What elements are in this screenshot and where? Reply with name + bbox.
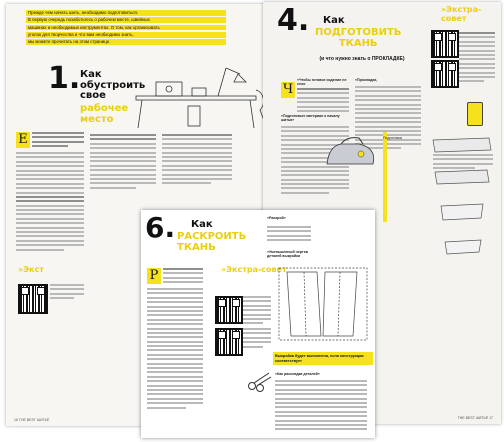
title-line: место [80, 113, 114, 125]
title-line: обустроить [80, 79, 146, 91]
section-title: Как [191, 219, 213, 230]
text-column [459, 32, 495, 85]
raskroi-heading: »Раскрой» [267, 216, 286, 220]
intro-line: уголок для творчества и что вам необходимо знать, [26, 32, 226, 38]
bullet-heading: «Прокладки, [355, 78, 378, 82]
page-footer: 16 THE BEST ШИТЬЁ [14, 418, 50, 422]
title-line: ТКАНЬ [338, 37, 378, 49]
qr-code [18, 284, 48, 314]
page-footer: THE BEST ШИТЬЁ 17 [457, 416, 493, 420]
text-column [163, 268, 203, 286]
section-title-highlight [315, 28, 401, 49]
section-title: Как [323, 15, 345, 26]
text-column [433, 154, 493, 172]
intro-line: мы можете прочитать на этом странице. [26, 39, 226, 45]
intro-line: Прежде чем начать шить, необходимо подготовиться. [26, 10, 226, 16]
nesting-heading: »Уменьшенный чертеж деталей выкройки [267, 250, 309, 259]
title-line: ПОДГОТОВИТЬ [315, 27, 402, 38]
text-column [90, 134, 156, 191]
text-column [243, 328, 271, 350]
section-number: 4. [277, 3, 310, 38]
text-column [162, 134, 232, 187]
text-column [297, 88, 349, 114]
bullet-heading: «Чтобы готовое изделие не село [297, 78, 347, 87]
text-column [267, 226, 311, 244]
tape-illustration [467, 102, 483, 126]
text-column [32, 132, 84, 150]
qr-code [215, 328, 243, 356]
section-number: 6. [145, 211, 176, 244]
iron-illustration [323, 134, 381, 172]
text-column [50, 284, 84, 302]
title-line: ТКАНЬ [177, 241, 216, 253]
text-column [275, 380, 367, 433]
dropcap: Р [147, 268, 161, 284]
qr-code [431, 30, 459, 58]
title-line: Как [80, 69, 102, 80]
extra-tip-label: »Экст [18, 265, 44, 274]
page-front [141, 210, 375, 438]
side-heading: Подготовка [383, 136, 402, 140]
dropcap: Е [16, 132, 30, 148]
extra-tip-label: »Экстра-совет [441, 5, 482, 23]
section-number: 1. [48, 61, 81, 96]
cut-heading: »Как раскладка деталей» [275, 372, 320, 376]
title-line: свое [80, 90, 106, 101]
section-subtitle: (и что нужно знать о ПРОКЛАДКЕ) [319, 56, 405, 62]
side-tab [383, 132, 387, 222]
text-column [243, 296, 271, 327]
text-column [16, 152, 84, 253]
highlight-note: Выкройка будет выполнена, если конструкция соответствует [273, 352, 373, 365]
dropcap: Ч [282, 82, 294, 97]
title-line: РАСКРОИТЬ [177, 231, 247, 242]
extra-tip-label: »Экстра-совет [221, 265, 287, 274]
qr-code [431, 60, 459, 88]
title-line: рабочее [80, 103, 129, 114]
pattern-drawing [277, 266, 369, 342]
bullet-heading: «Подготовьте материал к началу шитья» [281, 114, 340, 123]
qr-code [215, 296, 243, 324]
section-title-highlight [177, 232, 246, 253]
section-title-highlight [80, 104, 128, 125]
text-column [147, 288, 203, 411]
intro-text [26, 10, 226, 54]
scissors-icon [247, 370, 273, 392]
intro-line: машинах и необходимых инструментах. О том, как организовать [26, 25, 226, 31]
intro-line: В первую очередь позаботьтесь о рабочем месте, швейных [26, 17, 226, 23]
desk-illustration [126, 60, 276, 130]
